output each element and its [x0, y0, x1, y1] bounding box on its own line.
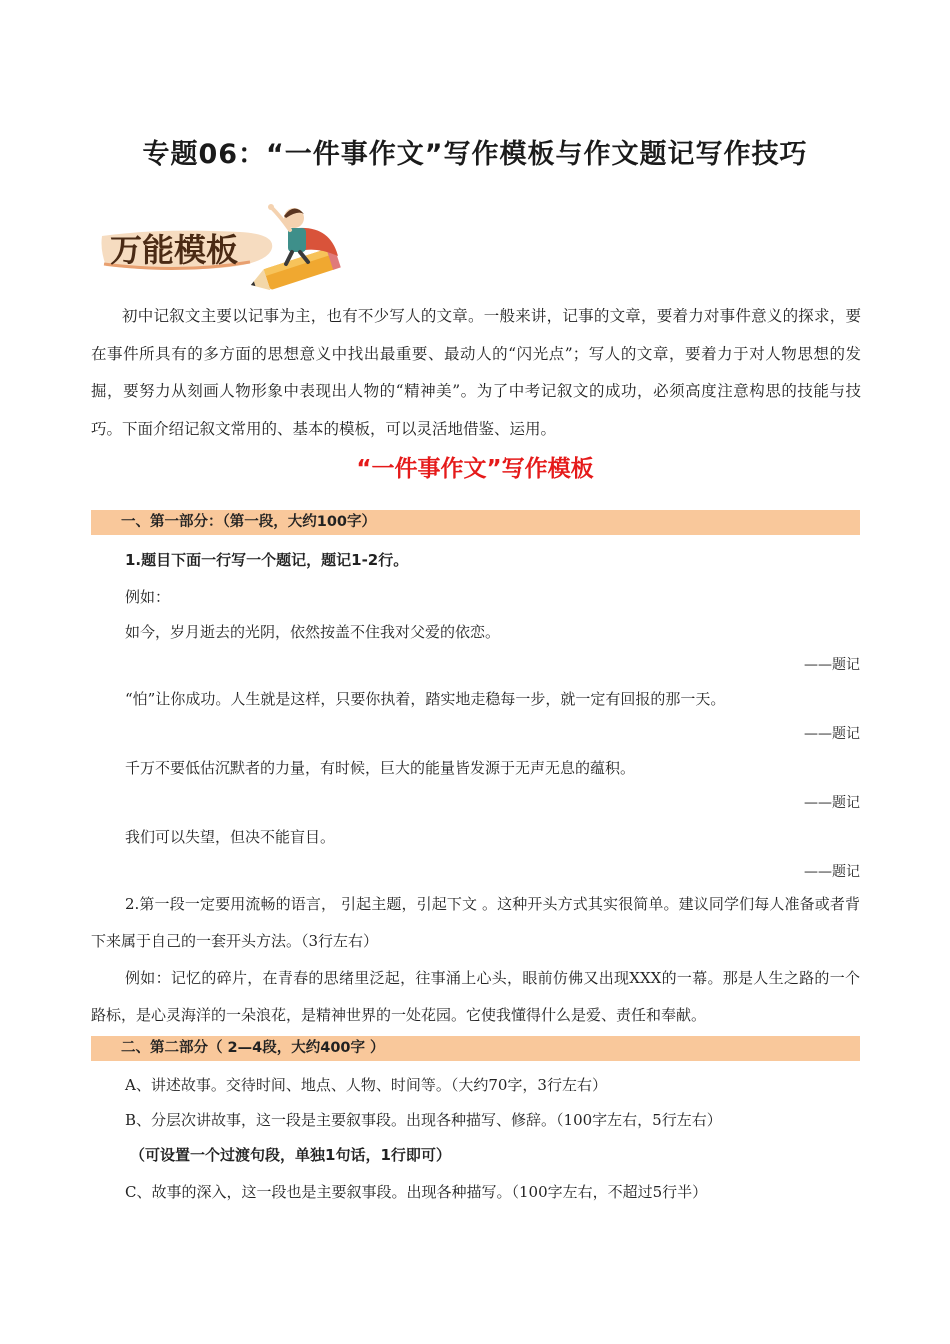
- girl-on-pencil-icon: [100, 198, 345, 290]
- quote-4-attribution: ——题记: [804, 864, 860, 880]
- logo-banner: [100, 198, 345, 290]
- quote-3: 千万不要低估沉默者的力量，有时候，巨大的能量皆发源于无声无息的蕴积。: [125, 759, 636, 777]
- quote-3-attribution: ——题记: [804, 795, 860, 811]
- page-title: 专题06：“一件事作文”写作模板与作文题记写作技巧: [142, 139, 808, 170]
- section-1-point-2: 2.第一段一定要用流畅的语言， 引起主题，引起下文 。这种开头方式其实很简单。建议同学们每人准备或者背下来属于自己的一套开头方法。（3行左右）: [91, 895, 860, 950]
- quote-4: 我们可以失望，但决不能盲目。: [125, 828, 336, 846]
- template-subtitle: “一件事作文”写作模板: [356, 456, 594, 482]
- section-1-example-2: 例如：记忆的碎片，在青春的思绪里泛起，往事涌上心头，眼前仿佛又出现XXX的一幕。那是人生之路的一个路标，是心灵海洋的一朵浪花，是精神世界的一处花园。它使我懂得什么是爱、责任和奉献。: [91, 969, 860, 1024]
- example-label: 例如：: [125, 588, 171, 606]
- section-2-item-b: B、分层次讲故事，这一段是主要叙事段。出现各种描写、修辞。（100字左右，5行左右）: [125, 1111, 722, 1129]
- section-2-transition-note: （可设置一个过渡句段，单独1句话，1行即可）: [130, 1146, 451, 1164]
- quote-1-attribution: ——题记: [804, 657, 860, 673]
- quote-1: 如今，岁月逝去的光阴，依然按盖不住我对父爱的依恋。: [125, 623, 501, 641]
- section-1-heading: 一、第一部分：（第一段，大约100字）: [91, 510, 860, 535]
- intro-paragraph: 初中记叙文主要以记事为主，也有不少写人的文章。一般来讲，记事的文章，要着力对事件意义的探求，要在事件所具有的多方面的思想意义中找出最重要、最动人的“闪光点”；写人的文章，要着力于对人物思想的发掘，要努力从刻画人物形象中表现出人物的“精神美”。为了中考记叙文的成功，必须高度注意构思的技能与技巧。下面介绍记叙文常用的、基本的模板，可以灵活地借鉴、运用。: [91, 307, 861, 438]
- section-2-item-c: C、故事的深入，这一段也是主要叙事段。出现各种描写。（100字左右，不超过5行半）: [125, 1183, 708, 1201]
- quote-2-attribution: ——题记: [804, 726, 860, 742]
- logo-text: 万能模板: [110, 231, 239, 269]
- section-2-heading: 二、第二部分（ 2—4段，大约400字 ）: [91, 1036, 860, 1061]
- quote-2: “怕”让你成功。人生就是这样，只要你执着，踏实地走稳每一步，就一定有回报的那一天。: [125, 690, 726, 708]
- section-2-item-a: A、讲述故事。交待时间、地点、人物、时间等。（大约70字，3行左右）: [125, 1076, 607, 1094]
- section-1-point-1: 1.题目下面一行写一个题记，题记1-2行。: [125, 551, 409, 569]
